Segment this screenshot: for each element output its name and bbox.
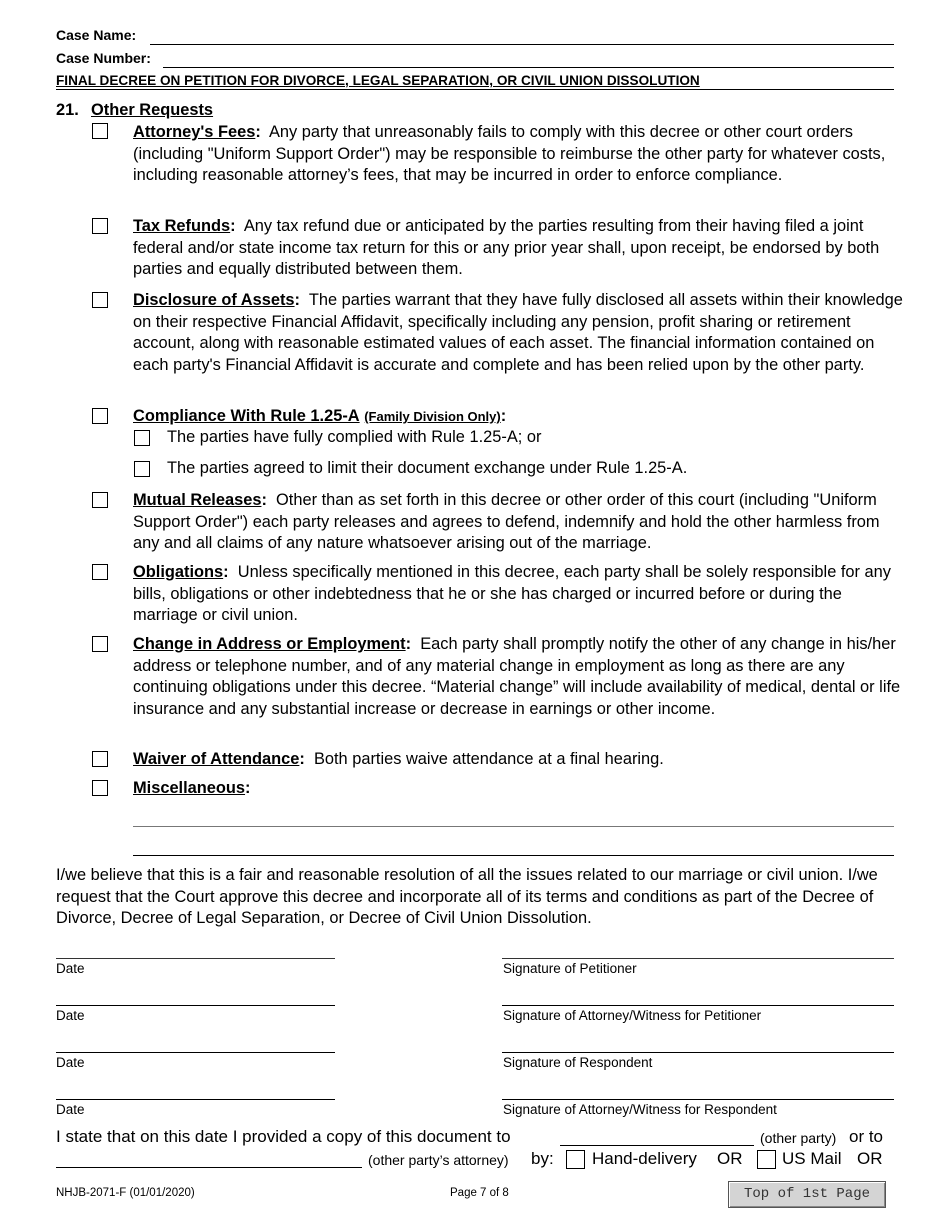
form-title: FINAL DECREE ON PETITION FOR DIVORCE, LEGAL SEPARATION, OR CIVIL UNION DISSOLUTION [56, 73, 700, 88]
statement-paragraph: I/we believe that this is a fair and reasonable resolution of all the issues related to our marriage or civil union. I/we request that the Court approve this decree and incorporate all of its terms and conditions as part of the Decree of Divorce, Decree of Legal Separation, or Decree of Civil Union Dissolution. [56, 866, 878, 927]
compliance-option1-checkbox[interactable] [134, 430, 150, 446]
top-of-first-page-button[interactable]: Top of 1st Page [728, 1181, 886, 1208]
waiver-paragraph: Waiver of Attendance: Both parties waive attendance at a final hearing. [133, 750, 664, 768]
respondent-attorney-signature-line[interactable] [502, 1099, 894, 1100]
obligations-checkbox[interactable] [92, 564, 108, 580]
attorney-fees-paragraph: Attorney's Fees: Any party that unreasonably fails to comply with this decree or other court orders (including "Uniform Support Order") may be responsible to reimburse the other party for whatever costs, including reasonable attorney’s fees, that may be incurred in order to enforce compliance. [133, 123, 886, 184]
mutual-releases-title: Mutual Releases [133, 491, 262, 509]
change-address-text: Each party shall promptly notify the other of any change in his/her address or telephone number, and of any material change in employment as long as there are any continuing obligations under this decree. “Material change” will include availability of medical, dental or life insurance and any substantial increase or decrease in earnings or other income. [133, 635, 901, 718]
obligations-paragraph: Obligations: Unless specifically mentioned in this decree, each party shall be solely responsible for any bills, obligations or other indebtedness that he or she has charged or incurred before or during the marriage or civil union. [133, 563, 891, 624]
date-label-4: Date [56, 1102, 85, 1117]
petitioner-signature-line[interactable] [502, 958, 894, 959]
case-number-field[interactable] [163, 67, 894, 68]
petitioner-attorney-signature-label: Signature of Attorney/Witness for Petitioner [503, 1008, 762, 1023]
section-number: 21. [56, 101, 79, 119]
date-label-3: Date [56, 1055, 85, 1070]
mutual-releases-text: Other than as set forth in this decree or other order of this court (including "Uniform Support Order") each party releases and agrees to defend, indemnify and hold the other harmless from any and all claims of any nature whatsoever arising out of the marriage. [133, 491, 880, 552]
petitioner-signature-label: Signature of Petitioner [503, 961, 637, 976]
attorney-fees-text: Any party that unreasonably fails to comply with this decree or other court orders (including "Uniform Support Order") may be responsible to reimburse the other party for whatever costs, including reasonable attorney’s fees, that may be incurred in order to enforce compliance. [133, 123, 886, 184]
form-number: NHJB-2071-F (01/01/2020) [56, 1187, 195, 1199]
petitioner-attorney-signature-line[interactable] [502, 1005, 894, 1006]
date-label-1: Date [56, 961, 85, 976]
misc-checkbox[interactable] [92, 780, 108, 796]
tax-refunds-title: Tax Refunds [133, 217, 231, 235]
case-name-field[interactable] [150, 44, 894, 45]
by-label: by: [531, 1149, 554, 1168]
case-name-label: Case Name: [56, 27, 137, 43]
misc-title: Miscellaneous [133, 779, 246, 797]
page-number: Page 7 of 8 [450, 1187, 509, 1199]
compliance-checkbox[interactable] [92, 408, 108, 424]
date-line-2[interactable] [56, 1005, 335, 1006]
attorney-fees-title: Attorney's Fees [133, 123, 256, 141]
compliance-option2-label: The parties agreed to limit their document exchange under Rule 1.25-A. [167, 459, 688, 477]
respondent-signature-line[interactable] [502, 1052, 894, 1053]
change-address-paragraph: Change in Address or Employment: Each party shall promptly notify the other of any change in his/her address or telephone number, and of any material change in employment as long as there are any continuing obligations under this decree. “Material change” will include availability of medical, dental or life insurance and any substantial increase or decrease in earnings or other income. [133, 635, 901, 718]
other-party-attorney-field[interactable] [56, 1167, 362, 1168]
tax-refunds-checkbox[interactable] [92, 218, 108, 234]
waiver-text: Both parties waive attendance at a final hearing. [313, 750, 664, 768]
compliance-option2-checkbox[interactable] [134, 461, 150, 477]
hand-delivery-checkbox[interactable] [566, 1150, 585, 1169]
hand-delivery-label: Hand-delivery [592, 1149, 697, 1168]
misc-paragraph: Miscellaneous: [133, 779, 251, 797]
or-label-2: OR [857, 1149, 883, 1168]
other-party-field[interactable] [560, 1145, 754, 1146]
or-label-1: OR [717, 1149, 743, 1168]
date-line-1[interactable] [56, 958, 335, 959]
disclosure-title: Disclosure of Assets [133, 291, 295, 309]
disclosure-checkbox[interactable] [92, 292, 108, 308]
date-line-3[interactable] [56, 1052, 335, 1053]
date-line-4[interactable] [56, 1099, 335, 1100]
other-party-attorney-label: (other party’s attorney) [368, 1152, 509, 1168]
other-party-label: (other party) [760, 1130, 837, 1146]
tax-refunds-text: Any tax refund due or anticipated by the parties resulting from their having filed a joint federal and/or state income tax return for this or any prior year shall, upon receipt, be endorsed by both parties and equally distributed between them. [133, 217, 880, 278]
misc-line-2[interactable] [133, 855, 894, 856]
compliance-title-note: (Family Division Only) [364, 409, 501, 424]
change-address-checkbox[interactable] [92, 636, 108, 652]
header-divider [56, 89, 894, 90]
respondent-signature-label: Signature of Respondent [503, 1055, 653, 1070]
us-mail-label: US Mail [782, 1149, 842, 1168]
compliance-title: Compliance With Rule 1.25-A [133, 407, 360, 425]
waiver-title: Waiver of Attendance [133, 750, 300, 768]
compliance-option1-label: The parties have fully complied with Rule 1.25-A; or [167, 428, 542, 446]
disclosure-paragraph: Disclosure of Assets: The parties warrant that they have fully disclosed all assets within their knowledge on their respective Financial Affidavit, specifically including any pension, profit sharing or retirement account, along with reasonable estimated values of each asset. The financial information contained on each party's Financial Affidavit is accurate and complete and has been relied upon by the other party. [133, 291, 903, 374]
tax-refunds-paragraph: Tax Refunds: Any tax refund due or anticipated by the parties resulting from their having filed a joint federal and/or state income tax return for this or any prior year shall, upon receipt, be endorsed by both parties and equally distributed between them. [133, 217, 880, 278]
attorney-fees-checkbox[interactable] [92, 123, 108, 139]
section-title: Other Requests [91, 101, 214, 119]
waiver-checkbox[interactable] [92, 751, 108, 767]
us-mail-checkbox[interactable] [757, 1150, 776, 1169]
case-number-label: Case Number: [56, 50, 151, 66]
mutual-releases-paragraph: Mutual Releases: Other than as set forth in this decree or other order of this court (including "Uniform Support Order") each party releases and agrees to defend, indemnify and hold the other harmless from any and all claims of any nature whatsoever arising out of the marriage. [133, 491, 880, 552]
obligations-title: Obligations [133, 563, 224, 581]
respondent-attorney-signature-label: Signature of Attorney/Witness for Respondent [503, 1102, 777, 1117]
obligations-text: Unless specifically mentioned in this decree, each party shall be solely responsible for any bills, obligations or other indebtedness that he or she has charged or incurred before or during the marriage or civil union. [133, 563, 891, 624]
change-address-title: Change in Address or Employment [133, 635, 406, 653]
disclosure-text: The parties warrant that they have fully disclosed all assets within their knowledge on their respective Financial Affidavit, specifically including any pension, profit sharing or retirement account, along with reasonable estimated values of each asset. The financial information contained on each party's Financial Affidavit is accurate and complete and has been relied upon by the other party. [133, 291, 903, 374]
mutual-releases-checkbox[interactable] [92, 492, 108, 508]
service-line-prefix: I state that on this date I provided a copy of this document to [56, 1127, 511, 1146]
compliance-paragraph: Compliance With Rule 1.25-A (Family Division Only): [133, 407, 507, 425]
misc-line-1[interactable] [133, 826, 894, 827]
date-label-2: Date [56, 1008, 85, 1023]
or-to-label: or to [849, 1127, 884, 1146]
